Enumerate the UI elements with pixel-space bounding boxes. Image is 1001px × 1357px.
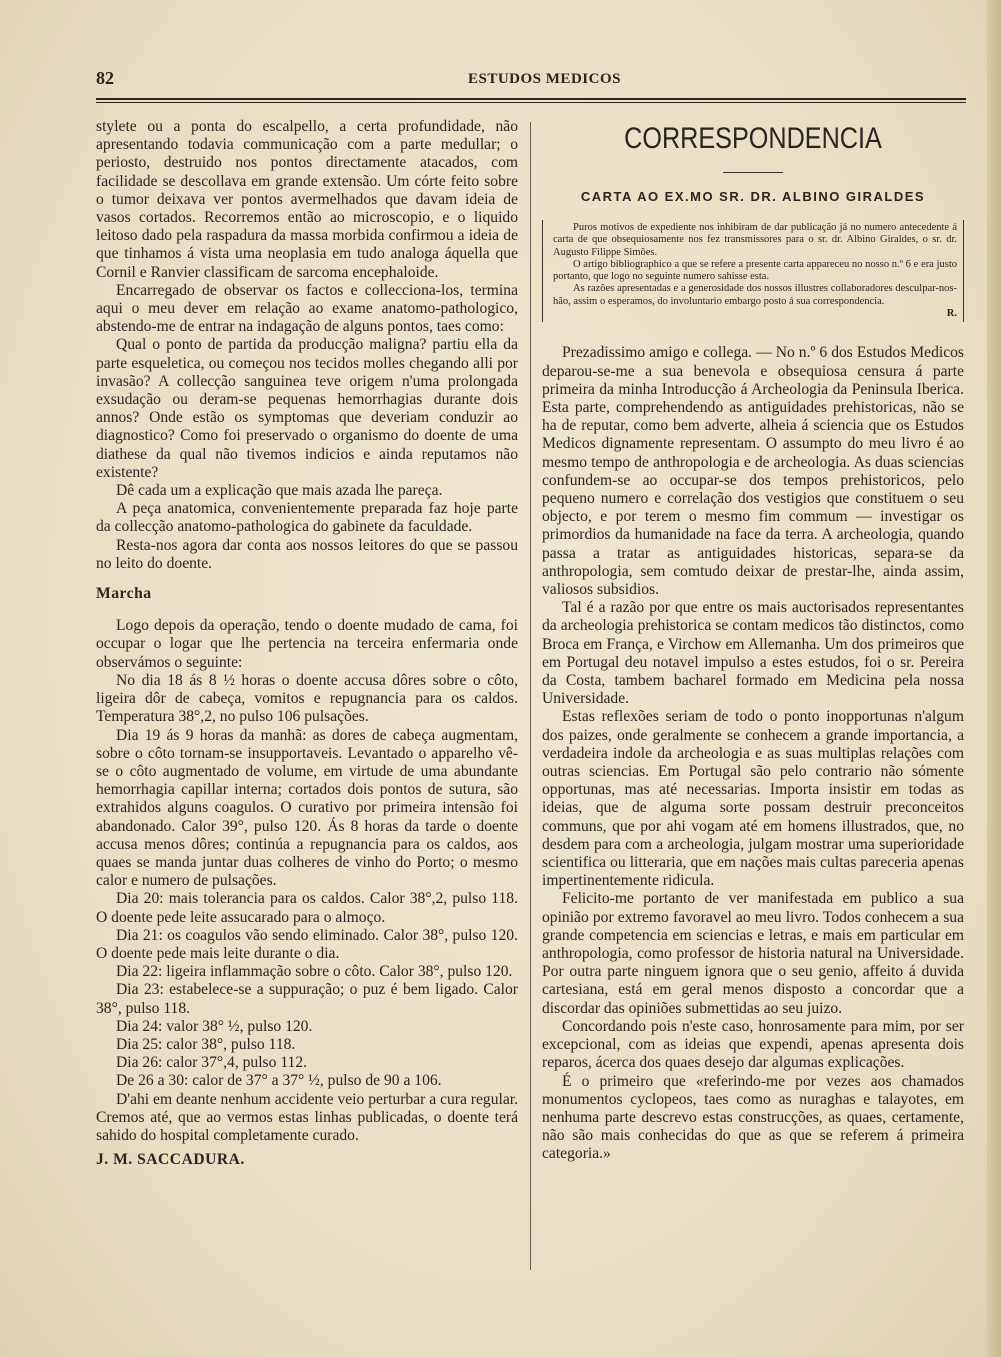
section-title-correspondencia: CORRESPONDENCIA (624, 122, 882, 155)
page-number: 82 (96, 68, 114, 88)
paragraph: Felicito-me portanto de ver manifestada em publico a sua opinião por extremo favoravel ao meu livro. Todos conhecem a sua grande competencia em sciencias e letras, e mais em particular em anthropologia, como professor de historia natural na Universidade. Por outra parte ninguem ignora que o seu genio, affeito á duvida cartesiana, está em geral menos disposto a concordar que a discordar das opiniões submettidas ao seu juizo. (542, 890, 964, 1017)
title-rule (723, 172, 783, 173)
right-column (542, 118, 964, 1164)
editor-note-paragraph: O artigo bibliographico a que se refere a presente carta appareceu no nosso n.º 6 e era justo portanto, que logo no seguinte numero sahisse esta. (553, 258, 957, 283)
editor-note-paragraph: As razões apresentadas e a generosidade dos nossos illustres collaboradores desculpar-nos-hão, assim o esperamos, do involuntario embargo posto á sua correspondencia. (553, 283, 957, 307)
paragraph: Dia 26: calor 37°,4, pulso 112. (116, 1054, 308, 1072)
paragraph: Dia 21: os coagulos vão sendo eliminado. Calor 38°, pulso 120. O doente pede mais leite durante o dia. (96, 926, 518, 962)
paragraph: No dia 18 ás 8 ½ horas o doente accusa dôres sobre o côto, ligeira dôr de cabeça, vomitos e repugnancia para os caldos. Temperatura 38°,2, no pulso 106 pulsações. (96, 671, 518, 726)
editor-note-paragraph: Puros motivos de expediente nos inhibiram de dar publicação já no numero antecedente á carta de que obsequiosamente nos fez transmissores para o sr. dr. Albino Giraldes, o sr. dr. Augusto Filippe Simões. (553, 222, 957, 258)
paragraph: Dia 23: estabelece-se a suppuração; o puz é bem ligado. Calor 38°, pulso 118. (96, 981, 518, 1017)
paragraph: Prezadissimo amigo e collega. — No n.º 6 dos Estudos Medicos deparou-se-me a sua benevola e obsequiosa censura á parte primeira da minha Introducção á Archeologia da Peninsula Iberica. Esta parte, comprehendendo as antiguidades prehistoricas, não se ha de reputar, como bem adverte, alheia á sciencia que os Estudos Medicos dignamente representam. O assumpto do meu livro é ao mesmo tempo de anthropologia e de archeologia. As duas sciencias confundem-se ao occupar-se dos tempos prehistoricos, pelo pequeno numero e correlação dos vestigios que constituem o seu objecto, e por terem o mesmo fim commum — investigar os primordios da humanidade na face da terra. A archeologia, quando passa a tratar as antiguidades historicas, separa-se da anthropologia, sem comtudo deixar de prestar-lhe, ainda assim, valiosos subsidios. (542, 344, 964, 599)
paragraph: D'ahi em deante nenhum accidente veio perturbar a cura regular. Cremos até, que ao vermos estas linhas publicadas, o doente terá sahido do hospital completamente curado. (96, 1090, 518, 1144)
column-divider (530, 122, 531, 1270)
paragraph: Logo depois da operação, tendo o doente mudado de cama, foi occupar o logar que lhe pertencia na terceira enfermaria onde observámos o seguinte: (96, 617, 518, 671)
paragraph: De 26 a 30: calor de 37° a 37° ½, pulso de 90 a 106. (116, 1072, 442, 1090)
paragraph: Dia 24: valor 38° ½, pulso 120. (116, 1017, 313, 1035)
paragraph: Dê cada um a explicação que mais azada lhe pareça. (116, 482, 443, 500)
header-rule-thin (96, 102, 966, 103)
running-title: ESTUDOS MEDICOS (468, 71, 621, 87)
page-edge (987, 0, 1001, 1357)
paragraph: Dia 20: mais tolerancia para os caldos. Calor 38°,2, pulso 118. O doente pede leite assucarado para o almoço. (96, 890, 518, 926)
header-rule (96, 98, 966, 100)
left-column (96, 118, 518, 1169)
paragraph: É o primeiro que «referindo-me por vezes aos chamados monumentos cyclopeos, taes como as nuraghas e talayotes, em nenhuma parte descrevo estas construcções, as quaes, certamente, não são mais conhecidas do que as que se referem á primeira categoria.» (542, 1072, 964, 1163)
paragraph: Dia 22: ligeira inflammação sobre o côto. Calor 38°, pulso 120. (116, 963, 513, 981)
paragraph: Qual o ponto de partida da producção maligna? partiu ella da parte esqueletica, ou começou nos tecidos molles chegando alli por invasão? A collecção sanguinea teve origem n'uma prolongada exsudação ou deram-se pequenas hemorrhagias durante dois annos? Onde estão os symptomas que deveriam conduzir ao diagnostico? Como foi preservado o organismo do doente de uma diathese da qual não tivemos indicios e ainda reputamos não existente? (96, 336, 518, 481)
paragraph: Resta-nos agora dar conta aos nossos leitores do que se passou no leito do doente. (96, 536, 518, 572)
paragraph: Dia 25: calor 38°, pulso 118. (116, 1035, 296, 1053)
paragraph: Estas reflexões seriam de todo o ponto inopportunas n'algum dos paizes, onde geralmente se conhecem a grande importancia, a verdadeira indole da archeologia e as suas multiplas relações com outras sciencias. Em Portugal são pelo contrario não sómente opportunas, mas até necessarias. Importa insistir em todas as ideias, que de alguma sorte possam destruir preconceitos communs, que por ahi vogam até em homens illustrados, que, no desdem para com a archeologia, julgam mostrar uma superioridade scientifica ou litteraria, que em nações mais cultas pareceria apenas impertinentemente ridicula. (542, 708, 964, 890)
editor-note (542, 220, 964, 322)
author-signature: J. M. SACCADURA. (96, 1151, 245, 1169)
letter-heading: CARTA AO EX.MO SR. DR. ALBINO GIRALDES (580, 189, 926, 204)
paragraph: Tal é a razão por que entre os mais auctorisados representantes da archeologia prehistorica se contam medicos tão distinctos, como Broca em França, e Virchow em Allemanha. Um dos primeiros que em Portugal deu notavel impulso a estes estudos, foi o sr. Pereira da Costa, tambem bacharel formado em Medicina pela nossa Universidade. (542, 599, 964, 708)
paragraph: Dia 19 ás 9 horas da manhã: as dores de cabeça augmentam, sobre o côto tornam-se insupportaveis. Levantado o apparelho vê-se o côto augmentado de volume, em virtude de uma abundante hemorrhagia capillar interna; cortados dois pontos de sutura, são extrahidos alguns coagulos. O curativo por primeira intensão foi abandonado. Calor 39°, pulso 120. Ás 8 horas da tarde o doente accusa menos dôres; continúa a repugnancia para os caldos, aos quaes se manda juntar duas colheres de vinho do Porto; o mesmo calor e numero de pulsações. (96, 726, 518, 890)
paragraph: stylete ou a ponta do escalpello, a certa profundidade, não apresentando todavia communicação com a parte medullar; o periosto, destruido nos pontos directamente atacados, com facilidade se descollava em grande extensão. Um córte feito sobre o tumor deixava ver pontos avermelhados que davam ideia de vasos cortados. Recorremos então ao microscopio, e o liquido leitoso dado pela raspadura da massa morbida confirmou a ideia de que tinhamos á vista uma neoplasia em tudo analoga áquella que Cornil e Ranvier classificam de sarcoma encephaloide. (96, 118, 518, 281)
paragraph: A peça anatomica, convenientemente preparada faz hoje parte da collecção anatomo-pathologica do gabinete da faculdade. (96, 500, 518, 536)
page-header (96, 68, 966, 90)
paragraph: Concordando pois n'este caso, honrosamente para mim, por ser excepcional, com as ideias que expendi, apenas apresenta dois reparos, ácerca dos quaes desejo dar algumas explicações. (542, 1017, 964, 1072)
section-title-marcha: Marcha (96, 585, 152, 603)
editor-signature: R. (946, 308, 957, 320)
paragraph: Encarregado de observar os factos e collecciona-los, termina aqui o meu dever em relação ao exame anatomo-pathologico, abstendo-me de entrar na indagação de alguns pontos, taes como: (96, 281, 518, 336)
